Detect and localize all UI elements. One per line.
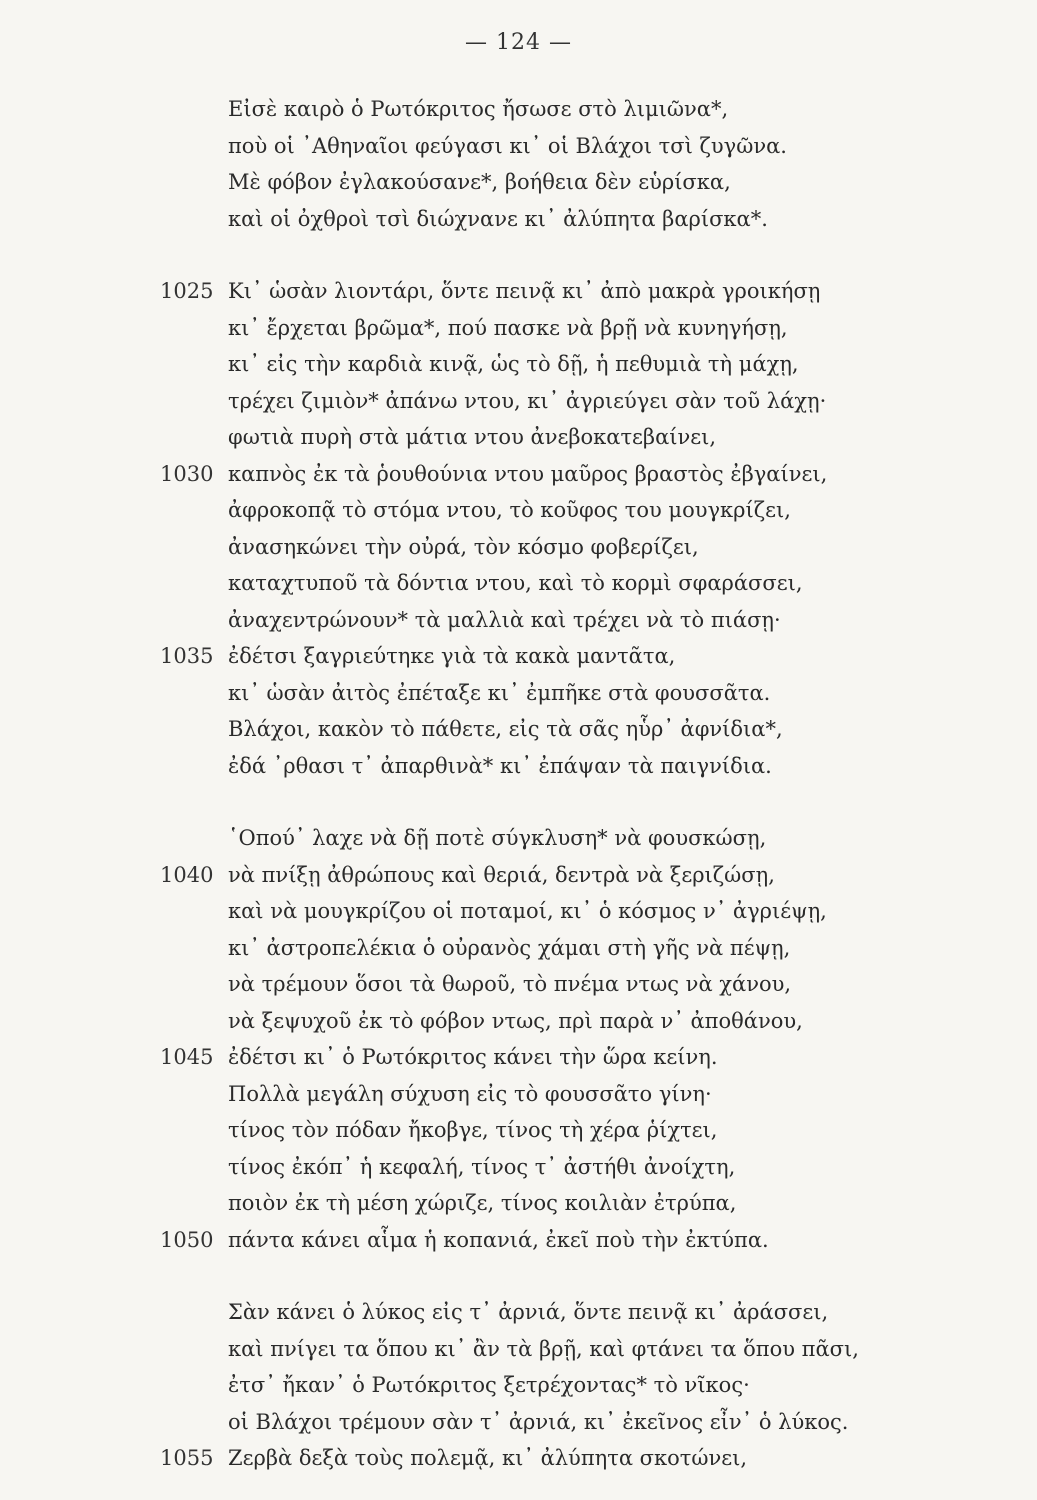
verse-line: τίνος τὸν πόδαν ἤκοβγε, τίνος τὴ χέρα ῥίχτει,	[228, 1118, 718, 1142]
verse-line: Ζερβὰ δεξὰ τοὺς πολεμᾷ, κι᾿ ἀλύπητα σκοτώνει,	[228, 1446, 748, 1470]
verse-line: καταχτυποῦ τὰ δόντια ντου, καὶ τὸ κορμὶ σφαράσσει,	[228, 571, 803, 595]
verse-line-number: 1040	[160, 863, 214, 887]
verse-line: καὶ νὰ μουγκρίζου οἱ ποταμοί, κι᾿ ὁ κόσμος ν᾿ ἀγριέψῃ,	[228, 899, 827, 923]
verse-line: πάντα κάνει αἷμα ἡ κοπανιά, ἐκεῖ ποὺ τὴν ἐκτύπα.	[228, 1228, 769, 1252]
verse-line: κι᾿ εἰς τὴν καρδιὰ κινᾷ, ὡς τὸ δῇ, ἡ πεθυμιὰ τὴ μάχῃ,	[228, 352, 799, 376]
verse-line: κι᾿ ἀστροπελέκια ὁ οὐρανὸς χάμαι στὴ γῆς νὰ πέψῃ,	[228, 936, 791, 960]
verse-line: Σὰν κάνει ὁ λύκος εἰς τ᾿ ἀρνιά, ὅντε πεινᾷ κι᾿ ἀράσσει,	[228, 1300, 829, 1324]
verse-line: νὰ τρέμουν ὅσοι τὰ θωροῦ, τὸ πνέμα ντως νὰ χάνου,	[228, 972, 792, 996]
verse-line: ποὺ οἱ ᾿Αθηναῖοι φεύγασι κι᾿ οἱ Βλάχοι τσὶ ζυγῶνα.	[228, 134, 787, 158]
verse-line: καὶ οἱ ὀχθροὶ τσὶ διώχνανε κι᾿ ἀλύπητα βαρίσκα*.	[228, 207, 768, 231]
verse-line: τίνος ἐκόπ᾿ ἡ κεφαλή, τίνος τ᾿ ἀστήθι ἀνοίχτη,	[228, 1155, 736, 1179]
page-number: — 124 —	[465, 30, 572, 55]
verse-line: Πολλὰ μεγάλη σύχυση εἰς τὸ φουσσᾶτο γίνη·	[228, 1082, 712, 1106]
verse-line: νὰ ξεψυχοῦ ἐκ τὸ φόβον ντως, πρὶ παρὰ ν᾿ ἀποθάνου,	[228, 1009, 803, 1033]
verse-line: Βλάχοι, κακὸν τὸ πάθετε, εἰς τὰ σᾶς ηὗρ᾿ ἀφνίδια*,	[228, 717, 783, 741]
verse-line: ῾Οπού᾿ λαχε νὰ δῇ ποτὲ σύγκλυση* νὰ φουσκώσῃ,	[228, 826, 767, 850]
verse-line: Μὲ φόβον ἐγλακούσανε*, βοήθεια δὲν εὑρίσκα,	[228, 170, 731, 194]
verse-line: καὶ πνίγει τα ὅπου κι᾿ ἂν τὰ βρῇ, καὶ φτάνει τα ὅπου πᾶσι,	[228, 1337, 859, 1361]
verse-line: ἀναχεντρώνουν* τὰ μαλλιὰ καὶ τρέχει νὰ τὸ πιάσῃ·	[228, 608, 781, 632]
verse-line-number: 1030	[160, 462, 214, 486]
verse-line: ἀνασηκώνει τὴν οὐρά, τὸν κόσμο φοβερίζει,	[228, 535, 699, 559]
verse-line-number: 1045	[160, 1045, 214, 1069]
verse-line: Κι᾿ ὡσὰν λιοντάρι, ὅντε πεινᾷ κι᾿ ἀπὸ μακρὰ γροικήσῃ	[228, 279, 821, 303]
verse-line: ἐδά ᾿ρθασι τ᾿ ἀπαρθινὰ* κι᾿ ἐπάψαν τὰ παιγνίδια.	[228, 754, 772, 778]
verse-line: κι᾿ ἔρχεται βρῶμα*, πού πασκε νὰ βρῇ νὰ κυνηγήσῃ,	[228, 316, 788, 340]
verse-line: ἐτσ᾿ ἤκαν᾿ ὁ Ρωτόκριτος ξετρέχοντας* τὸ νῖκος·	[228, 1373, 750, 1397]
verse-line: κι᾿ ὡσὰν ἀιτὸς ἐπέταξε κι᾿ ἐμπῆκε στὰ φουσσᾶτα.	[228, 681, 771, 705]
verse-line: Εἰσὲ καιρὸ ὁ Ρωτόκριτος ἤσωσε στὸ λιμιῶνα*,	[228, 97, 729, 121]
verse-line: ἐδέτσι ξαγριεύτηκε γιὰ τὰ κακὰ μαντᾶτα,	[228, 644, 676, 668]
verse-line: ἀφροκοπᾷ τὸ στόμα ντου, τὸ κοῦφος του μουγκρίζει,	[228, 498, 791, 522]
verse-line: φωτιὰ πυρὴ στὰ μάτια ντου ἀνεβοκατεβαίνει,	[228, 425, 717, 449]
verse-line-number: 1055	[160, 1446, 214, 1470]
verse-line: καπνὸς ἐκ τὰ ῥουθούνια ντου μαῦρος βραστὸς ἐβγαίνει,	[228, 462, 828, 486]
verse-line: νὰ πνίξῃ ἀθρώπους καὶ θεριά, δεντρὰ νὰ ξεριζώσῃ,	[228, 863, 775, 887]
verse-line-number: 1050	[160, 1228, 214, 1252]
verse-line: ποιὸν ἐκ τὴ μέση χώριζε, τίνος κοιλιὰν ἐτρύπα,	[228, 1191, 737, 1215]
verse-line: τρέχει ζιμιὸν* ἀπάνω ντου, κι᾿ ἀγριεύγει σὰν τοῦ λάχῃ·	[228, 389, 827, 413]
verse-line: οἱ Βλάχοι τρέμουν σὰν τ᾿ ἀρνιά, κι᾿ ἐκεῖνος εἶν᾿ ὁ λύκος.	[228, 1410, 849, 1434]
verse-line-number: 1025	[160, 279, 214, 303]
verse-line-number: 1035	[160, 644, 214, 668]
verse-line: ἐδέτσι κι᾿ ὁ Ρωτόκριτος κάνει τὴν ὥρα κείνη.	[228, 1045, 718, 1069]
